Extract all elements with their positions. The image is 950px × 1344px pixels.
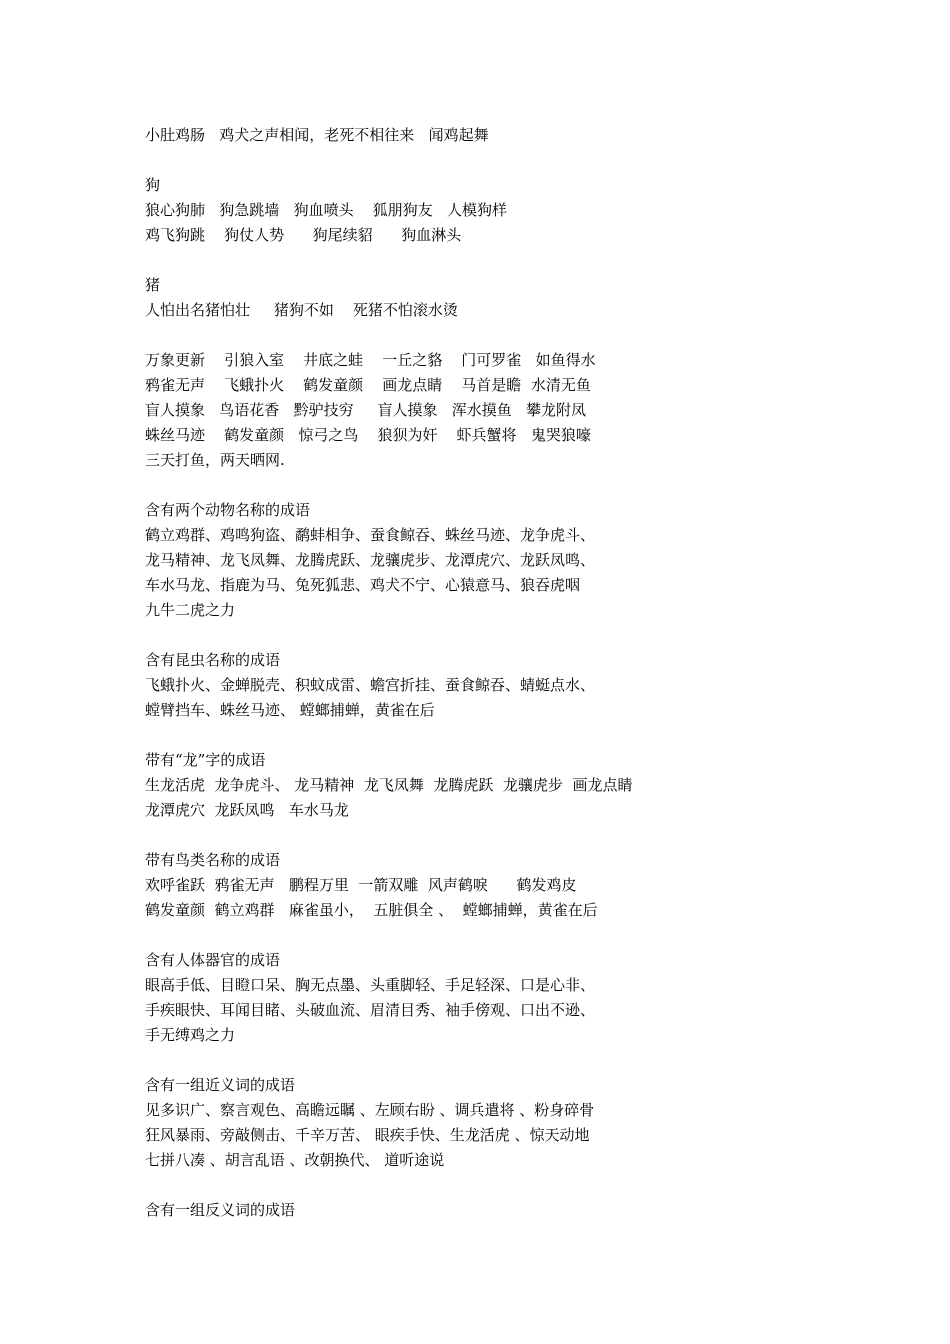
blank-line — [145, 923, 905, 948]
text-line: 车水马龙、指鹿为马、兔死狐悲、鸡犬不宁、心猿意马、狼吞虎咽 — [145, 576, 581, 594]
section-heading: 狗 — [145, 176, 161, 194]
text-line: 手疾眼快、耳闻目睹、头破血流、眉清目秀、袖手傍观、口出不逊、 — [145, 1001, 596, 1019]
text-line: 九牛二虎之力 — [145, 601, 236, 619]
text-line: 手无缚鸡之力 — [145, 1026, 236, 1044]
section-heading: 含有人体器官的成语 — [145, 951, 281, 969]
text-line: 万象更新 引狼入室 井底之蛙 一丘之貉 门可罗雀 如鱼得水 — [145, 351, 596, 369]
text-line: 鸡飞狗跳 狗仗人势 狗尾续貂 狗血淋头 — [145, 226, 462, 244]
text-line: 狂风暴雨、旁敲侧击、千辛万苦、 眼疾手快、生龙活虎 、惊天动地 — [145, 1126, 590, 1144]
blank-line — [145, 148, 905, 173]
text-line: 三天打鱼，两天晒网. — [145, 451, 285, 469]
text-line: 鸦雀无声 飞蛾扑火 鹤发童颜 画龙点睛 马首是瞻 水清无鱼 — [145, 376, 591, 394]
section-heading: 带有鸟类名称的成语 — [145, 851, 281, 869]
text-line: 鹤立鸡群、鸡鸣狗盗、鹬蚌相争、蚕食鲸吞、蛛丝马迹、龙争虎斗、 — [145, 526, 596, 544]
text-line: 龙马精神、龙飞凤舞、龙腾虎跃、龙骧虎步、龙潭虎穴、龙跃凤鸣、 — [145, 551, 596, 569]
blank-line — [145, 1048, 905, 1073]
text-line: 龙潭虎穴 龙跃凤鸣 车水马龙 — [145, 801, 349, 819]
text-line: 小肚鸡肠 鸡犬之声相闻，老死不相往来 闻鸡起舞 — [145, 126, 489, 144]
blank-line — [145, 823, 905, 848]
text-line: 螳臂挡车、蛛丝马迹、 螳螂捕蝉，黄雀在后 — [145, 701, 435, 719]
document-body — [145, 123, 905, 1223]
text-line: 见多识广、察言观色、高瞻远瞩 、左顾右盼 、调兵遣将 、粉身碎骨 — [145, 1101, 595, 1119]
blank-line — [145, 248, 905, 273]
section-heading: 含有一组近义词的成语 — [145, 1076, 296, 1094]
text-line: 飞蛾扑火、金蝉脱壳、积蚊成雷、蟾宫折挂、蚕食鲸吞、蜻蜓点水、 — [145, 676, 596, 694]
section-heading: 带有“龙”字的成语 — [145, 751, 266, 769]
text-line: 人怕出名猪怕壮 猪狗不如 死猪不怕滚水烫 — [145, 301, 458, 319]
section-heading: 含有昆虫名称的成语 — [145, 651, 281, 669]
blank-line — [145, 723, 905, 748]
text-line: 七拼八凑 、胡言乱语 、改朝换代、 道听途说 — [145, 1151, 445, 1169]
text-line: 狼心狗肺 狗急跳墙 狗血喷头 狐朋狗友 人模狗样 — [145, 201, 507, 219]
text-line: 蛛丝马迹 鹤发童颜 惊弓之鸟 狼狈为奸 虾兵蟹将 鬼哭狼嚎 — [145, 426, 591, 444]
blank-line — [145, 323, 905, 348]
blank-line — [145, 623, 905, 648]
text-line: 鹤发童颜 鹤立鸡群 麻雀虽小， 五脏俱全 、 螳螂捕蝉，黄雀在后 — [145, 901, 598, 919]
blank-line — [145, 473, 905, 498]
text-line: 欢呼雀跃 鸦雀无声 鹏程万里 一箭双雕 风声鹤唳 鹤发鸡皮 — [145, 876, 577, 894]
text-line: 生龙活虎 龙争虎斗、 龙马精神 龙飞凤舞 龙腾虎跃 龙骧虎步 画龙点睛 — [145, 776, 633, 794]
blank-line — [145, 1173, 905, 1198]
text-line: 眼高手低、目瞪口呆、胸无点墨、头重脚轻、手足轻深、口是心非、 — [145, 976, 596, 994]
text-line: 盲人摸象 鸟语花香 黔驴技穷 盲人摸象 浑水摸鱼 攀龙附凤 — [145, 401, 587, 419]
section-heading: 含有两个动物名称的成语 — [145, 501, 311, 519]
section-heading: 猪 — [145, 276, 161, 294]
section-heading: 含有一组反义词的成语 — [145, 1201, 296, 1219]
